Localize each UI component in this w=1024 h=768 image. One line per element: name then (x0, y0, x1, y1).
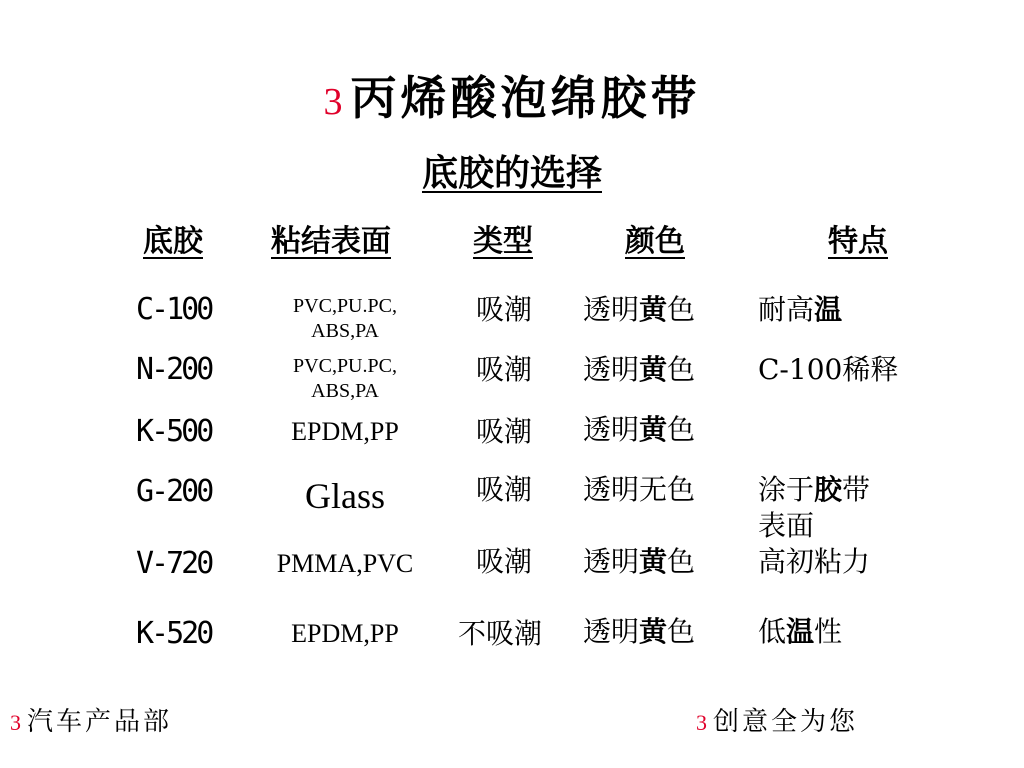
bonding-surface: PVC,PU.PC, ABS,PA (293, 355, 397, 402)
primer-code: K-500 (136, 414, 212, 449)
slide-title (0, 68, 1024, 132)
adhesive-type: 吸潮 (476, 415, 533, 448)
primer-code: V-720 (136, 546, 212, 581)
title-number: 3 (323, 81, 347, 123)
adhesive-color: 透明黄色 (583, 353, 696, 386)
feature: 高初粘力 (758, 545, 871, 578)
header-color: 颜色 (625, 224, 685, 259)
adhesive-color: 透明黄色 (583, 293, 696, 326)
primer-code: K-520 (136, 616, 212, 651)
header-feature: 特点 (828, 224, 888, 259)
footer-left: 3 汽车产品部 (10, 707, 173, 737)
adhesive-type: 不吸潮 (458, 617, 543, 650)
footer-right: 3 创意全为您 (696, 707, 859, 737)
feature: 耐高温 (758, 293, 843, 326)
adhesive-type: 吸潮 (476, 293, 533, 326)
primer-code: G-200 (136, 474, 212, 509)
adhesive-type: 吸潮 (476, 353, 533, 386)
bonding-surface: EPDM,PP (291, 619, 399, 648)
adhesive-color: 透明黄色 (583, 545, 696, 578)
bonding-surface: Glass (305, 476, 385, 516)
header-bonding-surface: 粘结表面 (271, 224, 391, 259)
title-text: 丙烯酸泡绵胶带 (350, 71, 701, 125)
adhesive-color: 透明黄色 (583, 615, 696, 648)
feature: 低温性 (758, 615, 843, 648)
adhesive-type: 吸潮 (476, 473, 533, 506)
primer-code: N-200 (136, 352, 212, 387)
header-primer: 底胶 (143, 224, 203, 259)
bonding-surface: PMMA,PVC (276, 549, 414, 578)
adhesive-color: 透明黄色 (583, 413, 696, 446)
slide-subtitle: 底胶的选择 (421, 152, 602, 194)
bonding-surface: EPDM,PP (291, 417, 399, 446)
adhesive-type: 吸潮 (476, 545, 533, 578)
bonding-surface: PVC,PU.PC, ABS,PA (293, 295, 397, 342)
primer-code: C-100 (136, 292, 212, 327)
header-type: 类型 (473, 224, 533, 259)
feature: C-100稀释 (758, 353, 899, 386)
feature: 涂于胶带 表面 (758, 473, 871, 542)
adhesive-color: 透明无色 (583, 473, 696, 506)
